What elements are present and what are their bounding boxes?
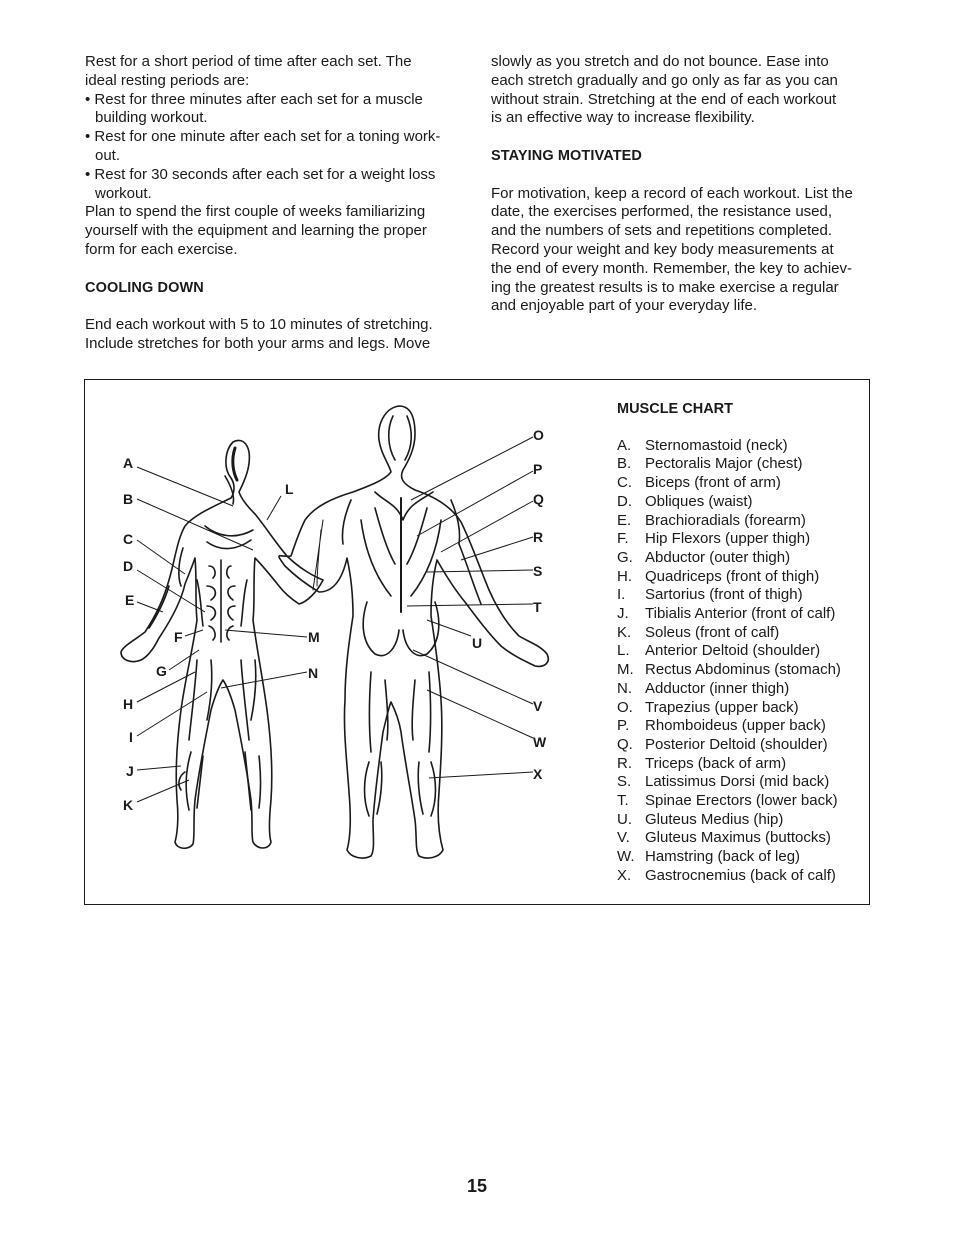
- muscle-letter: P.: [617, 717, 630, 735]
- muscle-list-item: [617, 755, 867, 774]
- muscle-letter: G.: [617, 548, 633, 566]
- muscle-list-item: [617, 549, 867, 568]
- motivated-line-1: For motivation, keep a record of each workout. List the: [491, 184, 853, 202]
- muscle-list-item: [617, 736, 867, 755]
- muscle-name: Hip Flexors (upper thigh): [645, 530, 811, 548]
- muscle-letter: S.: [617, 773, 632, 791]
- muscle-list: [617, 437, 867, 886]
- figure-label-g: G: [156, 663, 167, 679]
- cooling-line-2: Include stretches for both your arms and legs. Move: [85, 334, 431, 352]
- muscle-name: Anterior Deltoid (shoulder): [645, 642, 821, 660]
- muscle-list-item: [617, 811, 867, 830]
- muscle-name: Adductor (inner thigh): [645, 679, 790, 697]
- muscle-letter: R.: [617, 754, 632, 772]
- muscle-letter: I.: [617, 586, 626, 604]
- figure-label-x: X: [533, 766, 543, 782]
- muscle-letter: W.: [617, 848, 635, 866]
- figure-label-o: O: [533, 427, 544, 443]
- muscle-letter: A.: [617, 436, 632, 454]
- right-column: [491, 53, 871, 316]
- muscle-name: Gluteus Maximus (buttocks): [645, 829, 831, 847]
- bullet-line: • Rest for one minute after each set for a toning work-: [85, 128, 441, 146]
- muscle-name: Trapezius (upper back): [645, 698, 799, 716]
- figure-label-w: W: [533, 734, 547, 750]
- leader-l: [267, 496, 281, 520]
- figure-label-l: L: [285, 481, 294, 497]
- muscle-name: Sartorius (front of thigh): [645, 586, 803, 604]
- muscle-letter: Q.: [617, 735, 633, 753]
- figure-label-r: R: [533, 529, 544, 545]
- bullet-line: out.: [95, 146, 121, 164]
- motivated-line-3: and the numbers of sets and repetitions completed.: [491, 222, 833, 240]
- muscle-list-item: [617, 474, 867, 493]
- leader-p: [417, 471, 533, 536]
- muscle-letter: L.: [617, 642, 630, 660]
- muscle-letter: M.: [617, 661, 634, 679]
- muscle-list-item: [617, 568, 867, 587]
- leader-j: [137, 766, 181, 770]
- muscle-list-item: [617, 848, 867, 867]
- leader-t: [407, 604, 533, 606]
- muscle-list-item: [617, 512, 867, 531]
- motivated-line-6: ing the greatest results is to make exercise a regular: [491, 278, 839, 296]
- rest-intro-line-2: ideal resting periods are:: [85, 71, 250, 89]
- muscle-list-item: [617, 661, 867, 680]
- muscle-letter: N.: [617, 679, 632, 697]
- muscle-list-item: [617, 642, 867, 661]
- muscle-letter: H.: [617, 567, 632, 585]
- muscle-letter: K.: [617, 623, 632, 641]
- muscle-chart-legend: [617, 400, 867, 886]
- figure-label-b: B: [123, 491, 134, 507]
- muscle-list-item: [617, 699, 867, 718]
- muscle-name: Gluteus Medius (hip): [645, 810, 784, 828]
- muscle-list-item: [617, 437, 867, 456]
- cooling-cont-line-1: slowly as you stretch and do not bounce. Ease into: [491, 53, 829, 70]
- leader-b: [137, 499, 253, 550]
- figure-label-u: U: [472, 635, 483, 651]
- plan-line-3: form for each exercise.: [85, 240, 238, 258]
- figure-label-d: D: [123, 558, 134, 574]
- muscle-list-item: [617, 455, 867, 474]
- muscle-name: Rectus Abdominus (stomach): [645, 661, 841, 679]
- cooling-cont-line-2: each stretch gradually and go only as far as you can: [491, 71, 838, 89]
- page-number: 15: [466, 1176, 488, 1196]
- muscle-name: Pectoralis Major (chest): [645, 455, 803, 473]
- motivated-line-2: date, the exercises performed, the resistance used,: [491, 203, 833, 221]
- muscle-name: Spinae Erectors (lower back): [645, 792, 838, 810]
- leader-o: [411, 437, 533, 500]
- muscle-letter: O.: [617, 698, 633, 716]
- bullet-muscle-building: [85, 91, 465, 129]
- figure-label-i: I: [129, 729, 133, 745]
- leader-x: [429, 772, 533, 778]
- muscle-list-item: [617, 493, 867, 512]
- muscle-name: Tibialis Anterior (front of calf): [645, 605, 836, 623]
- leader-i: [137, 692, 207, 736]
- motivated-line-7: and enjoyable part of your everyday life.: [491, 297, 757, 315]
- muscle-letter: J.: [617, 605, 629, 623]
- cooling-down-heading: COOLING DOWN: [85, 279, 204, 296]
- muscle-chart-title: MUSCLE CHART: [617, 401, 733, 417]
- bullet-toning: [85, 128, 465, 166]
- left-column: [85, 53, 465, 354]
- figure-label-f: F: [174, 629, 183, 645]
- plan-line-1: Plan to spend the first couple of weeks familiarizing: [85, 203, 426, 221]
- muscle-figure-svg: [85, 380, 615, 903]
- muscle-letter: D.: [617, 492, 632, 510]
- figure-label-e: E: [125, 592, 135, 608]
- muscle-name: Abductor (outer thigh): [645, 548, 791, 566]
- figure-label-j: J: [126, 763, 134, 779]
- bullet-line: • Rest for three minutes after each set for a muscle: [85, 90, 423, 108]
- muscle-figure: [85, 380, 615, 903]
- muscle-letter: X.: [617, 866, 632, 884]
- leader-m: [225, 630, 307, 637]
- muscle-letter: B.: [617, 455, 632, 473]
- leader-g: [169, 650, 199, 670]
- muscle-list-item: [617, 530, 867, 549]
- muscle-name: Triceps (back of arm): [645, 754, 787, 772]
- muscle-list-item: [617, 867, 867, 886]
- muscle-chart-box: [84, 379, 870, 905]
- bullet-line: • Rest for 30 seconds after each set for a weight loss: [85, 165, 436, 183]
- figure-label-p: P: [533, 461, 543, 477]
- figure-label-k: K: [123, 797, 134, 813]
- cooling-line-1: End each workout with 5 to 10 minutes of stretching.: [85, 316, 433, 334]
- figure-label-s: S: [533, 563, 543, 579]
- figure-label-h: H: [123, 696, 134, 712]
- figure-label-t: T: [533, 599, 542, 615]
- muscle-list-item: [617, 586, 867, 605]
- cooling-cont-line-3: without strain. Stretching at the end of each workout: [491, 90, 837, 108]
- muscle-name: Obliques (waist): [645, 492, 753, 510]
- muscle-letter: V.: [617, 829, 630, 847]
- leader-k: [137, 780, 189, 802]
- muscle-letter: C.: [617, 474, 632, 492]
- cooling-cont-line-4: is an effective way to increase flexibility.: [491, 109, 755, 127]
- bullet-line: building workout.: [95, 109, 208, 127]
- motivated-line-5: the end of every month. Remember, the key to achiev-: [491, 259, 853, 277]
- muscle-name: Hamstring (back of leg): [645, 848, 801, 866]
- muscle-name: Brachioradials (forearm): [645, 511, 806, 529]
- figure-label-q: Q: [533, 491, 544, 507]
- muscle-list-item: [617, 605, 867, 624]
- muscle-name: Latissimus Dorsi (mid back): [645, 773, 830, 791]
- muscle-letter: E.: [617, 511, 632, 529]
- figure-label-m: M: [308, 629, 320, 645]
- muscle-list-item: [617, 624, 867, 643]
- muscle-list-item: [617, 717, 867, 736]
- figure-label-v: V: [533, 698, 543, 714]
- figure-label-c: C: [123, 531, 134, 547]
- muscle-list-item: [617, 680, 867, 699]
- staying-motivated-heading: STAYING MOTIVATED: [491, 147, 643, 164]
- muscle-name: Quadriceps (front of thigh): [645, 567, 820, 585]
- muscle-list-item: [617, 773, 867, 792]
- leader-a: [137, 467, 233, 506]
- bullet-line: workout.: [95, 184, 152, 202]
- muscle-name: Rhomboideus (upper back): [645, 717, 826, 735]
- muscle-list-item: [617, 829, 867, 848]
- rest-intro-line-1: Rest for a short period of time after each set. The: [85, 53, 412, 70]
- plan-line-2: yourself with the equipment and learning the proper: [85, 222, 427, 240]
- motivated-line-4: Record your weight and key body measurements at: [491, 240, 834, 258]
- muscle-name: Soleus (front of calf): [645, 623, 780, 641]
- muscle-name: Biceps (front of arm): [645, 474, 781, 492]
- muscle-name: Gastrocnemius (back of calf): [645, 866, 836, 884]
- muscle-letter: T.: [617, 792, 629, 810]
- muscle-name: Posterior Deltoid (shoulder): [645, 735, 828, 753]
- muscle-name: Sternomastoid (neck): [645, 436, 788, 454]
- muscle-list-item: [617, 792, 867, 811]
- figure-label-a: A: [123, 455, 134, 471]
- bullet-weight-loss: [85, 166, 465, 204]
- muscle-letter: U.: [617, 810, 632, 828]
- figure-label-n: N: [308, 665, 319, 681]
- muscle-letter: F.: [617, 530, 629, 548]
